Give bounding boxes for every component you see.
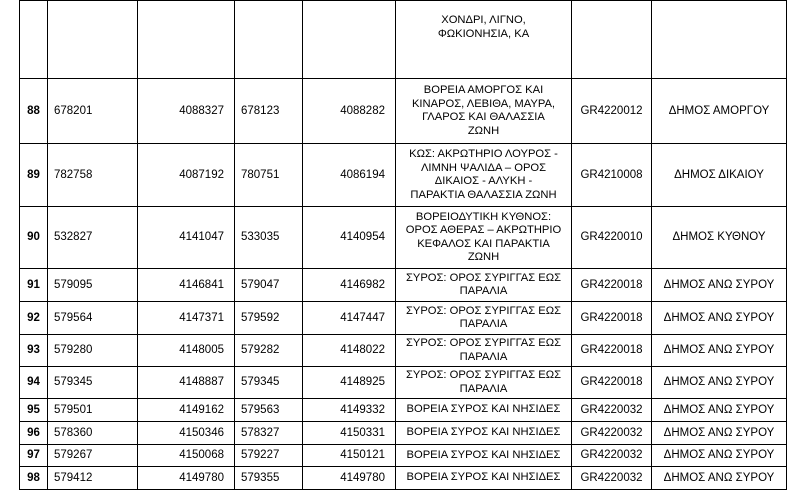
y2-cell: 4150121 — [303, 445, 396, 467]
area-name-cell — [396, 207, 572, 269]
y2-cell: 4148925 — [303, 367, 396, 399]
y1-cell: 4149162 — [138, 399, 235, 422]
area-name-line: ΠΑΡΑΛΙΑ — [459, 318, 508, 330]
area-name-line: ΖΩΝΗ — [467, 251, 500, 263]
row-number-cell — [20, 1, 48, 79]
table-row — [20, 399, 787, 422]
site-code-cell: GR4220012 — [572, 79, 652, 144]
y1-cell: 4147371 — [138, 302, 235, 335]
y2-cell: 4149332 — [303, 399, 396, 422]
row-number-cell: 98 — [20, 467, 48, 490]
area-name-line: ΚΕΦΑΛΟΣ ΚΑΙ ΠΑΡΑΚΤΙΑ — [417, 237, 550, 250]
area-name-line: ΦΩΚΙΟΝΗΣΙΑ, ΚΑ — [437, 27, 530, 40]
site-code-cell: GR4220018 — [572, 302, 652, 335]
area-name-line: ΣΥΡΟΣ: ΟΡΟΣ ΣΥΡΙΓΓΑΣ ΕΩΣ — [405, 337, 562, 349]
table-row — [20, 467, 787, 490]
x2-cell: 579563 — [235, 399, 303, 422]
area-name-line: ΠΑΡΑΛΙΑ — [459, 382, 508, 395]
row-number-cell: 94 — [20, 367, 48, 399]
site-code-cell: GR4210008 — [572, 144, 652, 207]
area-name-line: ΧΟΝΔΡΙ, ΛΙΓΝΟ, — [441, 14, 526, 26]
x1-cell: 579564 — [48, 302, 138, 335]
x2-cell: 579345 — [235, 367, 303, 399]
area-name-line: ΛΙΜΝΗ ΨΑΛΙΔΑ – ΟΡΟΣ — [420, 161, 547, 174]
y1-cell: 4150068 — [138, 445, 235, 467]
x1-cell — [48, 1, 138, 79]
site-code-cell: GR4220032 — [572, 467, 652, 490]
area-name-cell — [396, 269, 572, 302]
area-name-line: ΣΥΡΟΣ: ΟΡΟΣ ΣΥΡΙΓΓΑΣ ΕΩΣ — [405, 271, 562, 284]
table-row — [20, 144, 787, 207]
area-name-line: ΚΩΣ: ΑΚΡΩΤΗΡΙΟ ΛΟΥΡΟΣ - — [409, 148, 558, 160]
x1-cell: 579267 — [48, 445, 138, 467]
x1-cell: 579280 — [48, 335, 138, 367]
area-name-line: ΟΡΟΣ ΑΘΕΡΑΣ – ΑΚΡΩΤΗΡΙΟ — [405, 224, 562, 236]
x1-cell: 579501 — [48, 399, 138, 422]
y2-cell: 4140954 — [303, 207, 396, 269]
y1-cell: 4088327 — [138, 79, 235, 144]
table-row — [20, 445, 787, 467]
x1-cell: 579345 — [48, 367, 138, 399]
area-name-cell — [396, 1, 572, 79]
site-code-cell: GR4220018 — [572, 269, 652, 302]
table-row — [20, 207, 787, 269]
table-row — [20, 269, 787, 302]
y2-cell: 4149780 — [303, 467, 396, 490]
municipality-cell: ΔΗΜΟΣ ΑΝΩ ΣΥΡΟΥ — [652, 367, 787, 399]
site-code-cell: GR4220032 — [572, 422, 652, 445]
x2-cell: 579355 — [235, 467, 303, 490]
municipality-cell: ΔΗΜΟΣ ΑΝΩ ΣΥΡΟΥ — [652, 445, 787, 467]
table-row-continuation — [20, 1, 787, 79]
area-name-line: ΖΩΝΗ — [467, 124, 500, 137]
municipality-cell: ΔΗΜΟΣ ΚΥΘΝΟΥ — [652, 207, 787, 269]
area-name-cell — [396, 144, 572, 207]
row-number-cell: 95 — [20, 399, 48, 422]
y1-cell: 4146841 — [138, 269, 235, 302]
area-name-line: ΠΑΡΑΚΤΙΑ ΘΑΛΑΣΣΙΑ ΖΩΝΗ — [410, 188, 557, 201]
x2-cell: 579592 — [235, 302, 303, 335]
x1-cell: 579095 — [48, 269, 138, 302]
site-code-cell: GR4220018 — [572, 367, 652, 399]
y2-cell: 4148022 — [303, 335, 396, 367]
y2-cell: 4150331 — [303, 422, 396, 445]
area-name-line: ΚΙΝΑΡΟΣ, ΛΕΒΙΘΑ, ΜΑΥΡΑ, — [411, 97, 556, 110]
municipality-cell: ΔΗΜΟΣ ΑΝΩ ΣΥΡΟΥ — [652, 269, 787, 302]
area-name-line: ΓΛΑΡΟΣ ΚΑΙ ΘΑΛΑΣΣΙΑ — [422, 111, 545, 123]
y2-cell: 4146982 — [303, 269, 396, 302]
y2-cell: 4086194 — [303, 144, 396, 207]
site-code-cell: GR4220010 — [572, 207, 652, 269]
y1-cell: 4141047 — [138, 207, 235, 269]
row-number-cell: 88 — [20, 79, 48, 144]
y1-cell: 4149780 — [138, 467, 235, 490]
municipality-cell: ΔΗΜΟΣ ΑΝΩ ΣΥΡΟΥ — [652, 302, 787, 335]
row-number-cell: 97 — [20, 445, 48, 467]
y1-cell: 4150346 — [138, 422, 235, 445]
area-name-cell — [396, 467, 572, 490]
area-name-line: ΒΟΡΕΙΑ ΣΥΡΟΣ ΚΑΙ ΝΗΣΙΔΕΣ — [406, 426, 561, 439]
area-name-line: ΒΟΡΕΙΟΔΥΤΙΚΗ ΚΥΘΝΟΣ: — [415, 210, 552, 223]
x2-cell — [235, 1, 303, 79]
x2-cell: 579047 — [235, 269, 303, 302]
y1-cell — [138, 1, 235, 79]
area-name-line: ΠΑΡΑΛΙΑ — [459, 350, 508, 363]
municipality-cell: ΔΗΜΟΣ ΑΝΩ ΣΥΡΟΥ — [652, 422, 787, 445]
site-code-cell: GR4220032 — [572, 399, 652, 422]
y2-cell — [303, 1, 396, 79]
x2-cell: 579282 — [235, 335, 303, 367]
municipality-cell: ΔΗΜΟΣ ΑΝΩ ΣΥΡΟΥ — [652, 399, 787, 422]
row-number-cell: 93 — [20, 335, 48, 367]
municipality-cell: ΔΗΜΟΣ ΑΝΩ ΣΥΡΟΥ — [652, 335, 787, 367]
row-number-cell: 92 — [20, 302, 48, 335]
y2-cell: 4088282 — [303, 79, 396, 144]
table-body — [20, 1, 787, 490]
area-name-line: ΒΟΡΕΙΑ ΣΥΡΟΣ ΚΑΙ ΝΗΣΙΔΕΣ — [406, 448, 561, 461]
table-row — [20, 302, 787, 335]
site-code-cell: GR4220032 — [572, 445, 652, 467]
area-name-cell — [396, 302, 572, 335]
municipality-cell: ΔΗΜΟΣ ΔΙΚΑΙΟΥ — [652, 144, 787, 207]
x1-cell: 782758 — [48, 144, 138, 207]
row-number-cell: 96 — [20, 422, 48, 445]
row-number-cell: 90 — [20, 207, 48, 269]
x2-cell: 579227 — [235, 445, 303, 467]
area-name-line: ΒΟΡΕΙΑ ΑΜΟΡΓΟΣ ΚΑΙ — [423, 84, 544, 96]
area-name-cell — [396, 422, 572, 445]
table-row — [20, 367, 787, 399]
table-row — [20, 79, 787, 144]
area-name-cell — [396, 399, 572, 422]
area-name-cell — [396, 367, 572, 399]
area-name-line: ΣΥΡΟΣ: ΟΡΟΣ ΣΥΡΙΓΓΑΣ ΕΩΣ — [405, 304, 562, 317]
table-row — [20, 335, 787, 367]
y2-cell: 4147447 — [303, 302, 396, 335]
x2-cell: 578327 — [235, 422, 303, 445]
x2-cell: 678123 — [235, 79, 303, 144]
municipality-cell: ΔΗΜΟΣ ΑΝΩ ΣΥΡΟΥ — [652, 467, 787, 490]
site-code-cell: GR4220018 — [572, 335, 652, 367]
x1-cell: 532827 — [48, 207, 138, 269]
area-name-cell — [396, 335, 572, 367]
municipality-cell: ΔΗΜΟΣ ΑΜΟΡΓΟΥ — [652, 79, 787, 144]
municipality-cell — [652, 1, 787, 79]
coordinates-table — [19, 0, 787, 490]
y1-cell: 4087192 — [138, 144, 235, 207]
area-name-line: ΣΥΡΟΣ: ΟΡΟΣ ΣΥΡΙΓΓΑΣ ΕΩΣ — [405, 369, 562, 381]
area-name-line: ΠΑΡΑΛΙΑ — [459, 285, 508, 297]
area-name-cell — [396, 79, 572, 144]
row-number-cell: 91 — [20, 269, 48, 302]
area-name-line: ΔΙΚΑΙΟΣ - ΑΛΥΚΗ - — [434, 175, 533, 187]
row-number-cell: 89 — [20, 144, 48, 207]
x1-cell: 579412 — [48, 467, 138, 490]
area-name-cell — [396, 445, 572, 467]
x2-cell: 780751 — [235, 144, 303, 207]
area-name-line: ΒΟΡΕΙΑ ΣΥΡΟΣ ΚΑΙ ΝΗΣΙΔΕΣ — [406, 403, 561, 416]
x2-cell: 533035 — [235, 207, 303, 269]
area-name-line: ΒΟΡΕΙΑ ΣΥΡΟΣ ΚΑΙ ΝΗΣΙΔΕΣ — [406, 471, 561, 484]
y1-cell: 4148005 — [138, 335, 235, 367]
x1-cell: 678201 — [48, 79, 138, 144]
x1-cell: 578360 — [48, 422, 138, 445]
y1-cell: 4148887 — [138, 367, 235, 399]
site-code-cell — [572, 1, 652, 79]
table-row — [20, 422, 787, 445]
